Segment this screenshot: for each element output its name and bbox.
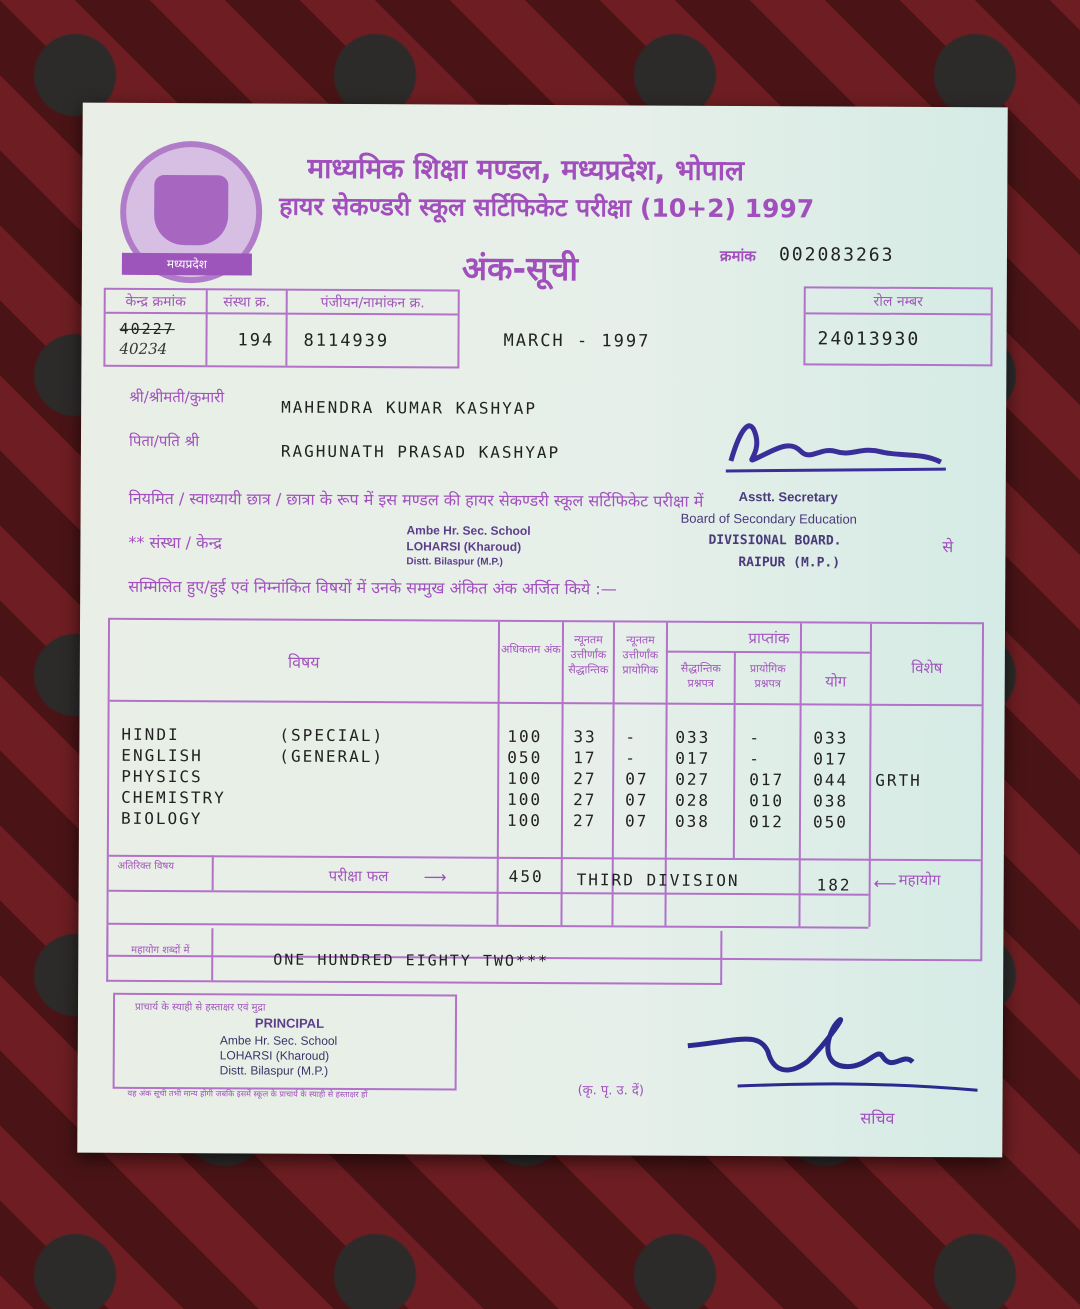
cell-subject: PHYSICS	[121, 766, 203, 787]
roll-box	[803, 286, 992, 366]
header-min-practical: न्यूनतम उत्तीर्णांक प्रायोगिक	[622, 633, 659, 677]
cell-type: (SPECIAL)	[279, 725, 385, 746]
arrow-left-icon: ⟵	[873, 873, 897, 893]
se-text: से	[942, 537, 954, 557]
cell-min-t: 27	[573, 790, 597, 810]
father-name: RAGHUNATH PRASAD KASHYAP	[280, 441, 561, 463]
board-stamp	[680, 486, 857, 575]
principal-school-line-2: LOHARSI (Kharoud)	[219, 1048, 330, 1063]
serial-number: 002083263	[778, 244, 895, 266]
validity-note: यह अंक सूची तभी मान्य होगी जबकि इसमें स्कूल के प्राचार्य के स्याही से हस्ताक्षर हों	[127, 1088, 368, 1100]
cell-min-t: 27	[572, 811, 597, 831]
board-stamp-line-4: RAIPUR (M.P.)	[738, 555, 841, 571]
cell-min-t: 27	[573, 769, 597, 789]
cell-type: (GENERAL)	[279, 746, 385, 767]
extra-subject-label: अतिरिक्त विषय	[117, 860, 175, 873]
roll-label: रोल नम्बर	[873, 293, 923, 310]
statement-line-1: नियमित / स्वाध्यायी छात्र / छात्रा के रूप में इस मण्डल की हायर सेकण्डरी स्कूल सर्टिफिकेट परीक्षा में	[128, 488, 704, 511]
cell-min-p: -	[625, 748, 638, 768]
exam-name: हायर सेकण्डरी स्कूल सर्टिफिकेट परीक्षा (10+2) 1997	[279, 191, 815, 224]
cell-max: 100	[506, 810, 542, 830]
cell-total: 017	[813, 749, 849, 769]
secretary-signature-icon	[678, 991, 979, 1103]
institution-value: 194	[237, 330, 275, 351]
registration-label: पंजीयन/नामांकन क्र.	[320, 294, 425, 312]
centre-handwritten: 40234	[119, 339, 168, 359]
asst-secretary-signature-icon	[721, 406, 951, 487]
centre-label: केन्द्र क्रमांक	[125, 293, 186, 311]
board-name: माध्यमिक शिक्षा मण्डल, मध्यप्रदेश, भोपाल	[307, 151, 745, 188]
principal-stamp	[220, 1033, 338, 1079]
board-stamp-line-2: Board of Secondary Education	[680, 510, 857, 527]
centre-value: 40227	[119, 319, 175, 339]
cell-theory: 028	[675, 790, 711, 810]
cell-min-p: 07	[624, 811, 649, 831]
document-title: अंक-सूची	[461, 248, 579, 289]
principal-school-line-1: Ambe Hr. Sec. School	[219, 1033, 338, 1048]
cell-practical: 012	[748, 812, 784, 832]
principal-note: प्राचार्य के स्याही से हस्ताक्षर एवं मुद्रा	[134, 1001, 266, 1014]
cell-total: 033	[813, 728, 849, 748]
header-theory-paper: सैद्धान्तिक प्रश्नपत्र	[680, 661, 721, 690]
pto-note: (कृ. पृ. उ. दें)	[577, 1083, 644, 1099]
principal-box	[113, 993, 457, 1091]
school-stamp-line-1: Ambe Hr. Sec. School	[406, 523, 531, 538]
board-stamp-line-3: DIVISIONAL BOARD.	[708, 532, 842, 549]
words-box	[106, 928, 722, 985]
cell-subject: BIOLOGY	[120, 808, 203, 829]
header-subject: विषय	[287, 652, 320, 672]
arrow-right-icon: ⟶	[423, 867, 447, 887]
board-stamp-line-1: Asstt. Secretary	[738, 489, 838, 505]
marks-rows	[110, 724, 982, 832]
seal-caption: मध्यप्रदेश	[122, 253, 252, 276]
cell-max: 100	[507, 768, 543, 788]
marksheet	[77, 103, 1007, 1158]
statement-line-3: सम्मिलित हुए/हुई एवं निम्नांकित विषयों में उनके सम्मुख अंकित अंक अर्जित किये :—	[128, 576, 617, 599]
info-box	[103, 288, 459, 369]
header-obtained: प्राप्तांक	[748, 629, 790, 648]
cell-practical: -	[749, 749, 762, 769]
student-name: MAHENDRA KUMAR KASHYAP	[281, 397, 538, 418]
cell-min-p: 07	[625, 790, 649, 810]
marks-table	[106, 618, 984, 962]
school-stamp-line-2: LOHARSI (Kharoud)	[406, 539, 522, 554]
father-label: पिता/पति श्री	[128, 431, 200, 451]
cell-practical: 017	[749, 770, 785, 790]
cell-total: 038	[813, 791, 849, 811]
cell-subject: HINDI	[121, 724, 180, 745]
principal-title: PRINCIPAL	[254, 1015, 325, 1031]
roll-number: 24013930	[817, 328, 921, 350]
cell-max: 050	[507, 747, 543, 768]
cell-min-p: -	[625, 727, 638, 747]
cell-theory: 017	[675, 748, 711, 768]
total-in-words: ONE HUNDRED EIGHTY TWO***	[273, 950, 550, 971]
result-label: परीक्षा फल	[328, 866, 389, 886]
cell-practical: 010	[749, 791, 785, 811]
cell-theory: 033	[675, 727, 711, 747]
header-max: अधिकतम अंक	[501, 642, 561, 657]
cell-max: 100	[507, 789, 543, 809]
cell-subject: ENGLISH	[121, 745, 203, 766]
session: MARCH - 1997	[503, 330, 651, 352]
cell-theory: 038	[674, 811, 710, 831]
school-stamp-line-3: Distt. Bilaspur (M.P.)	[406, 556, 503, 568]
max-total: 450	[508, 866, 544, 887]
table-row	[109, 808, 981, 834]
cell-special: GRTH	[875, 770, 922, 790]
school-stamp	[406, 522, 530, 571]
principal-school-line-3: Distt. Bilaspur (M.P.)	[219, 1063, 329, 1078]
header-practical-paper: प्रायोगिक प्रश्नपत्र	[749, 662, 786, 691]
cell-total: 050	[812, 812, 848, 832]
cell-total: 044	[813, 770, 849, 790]
grand-total: 182	[816, 875, 852, 895]
header-total: योग	[825, 672, 847, 691]
cell-max: 100	[507, 726, 543, 747]
cell-subject: CHEMISTRY	[121, 787, 226, 808]
institution-label: संस्था क्र.	[223, 294, 271, 311]
institution-centre-label: ** संस्था / केन्द्र	[128, 532, 222, 553]
cell-min-t: 17	[573, 748, 597, 768]
cell-theory: 027	[675, 769, 711, 789]
words-label: महायोग शब्दों में	[131, 944, 190, 957]
secretary-label: सचिव	[860, 1108, 895, 1128]
registration-value: 8114939	[303, 330, 390, 352]
division: THIRD DIVISION	[576, 870, 740, 891]
cell-min-t: 33	[573, 727, 597, 747]
cell-min-p: 07	[625, 769, 649, 789]
name-label: श्री/श्रीमती/कुमारी	[129, 387, 225, 407]
serial-label: क्रमांक	[719, 246, 756, 266]
cell-practical: -	[749, 728, 762, 748]
grand-total-label: महायोग	[898, 870, 941, 890]
header-special: विशेष	[911, 658, 943, 678]
header-min-theory: न्यूनतम उत्तीर्णांक सैद्धान्तिक	[568, 633, 609, 677]
